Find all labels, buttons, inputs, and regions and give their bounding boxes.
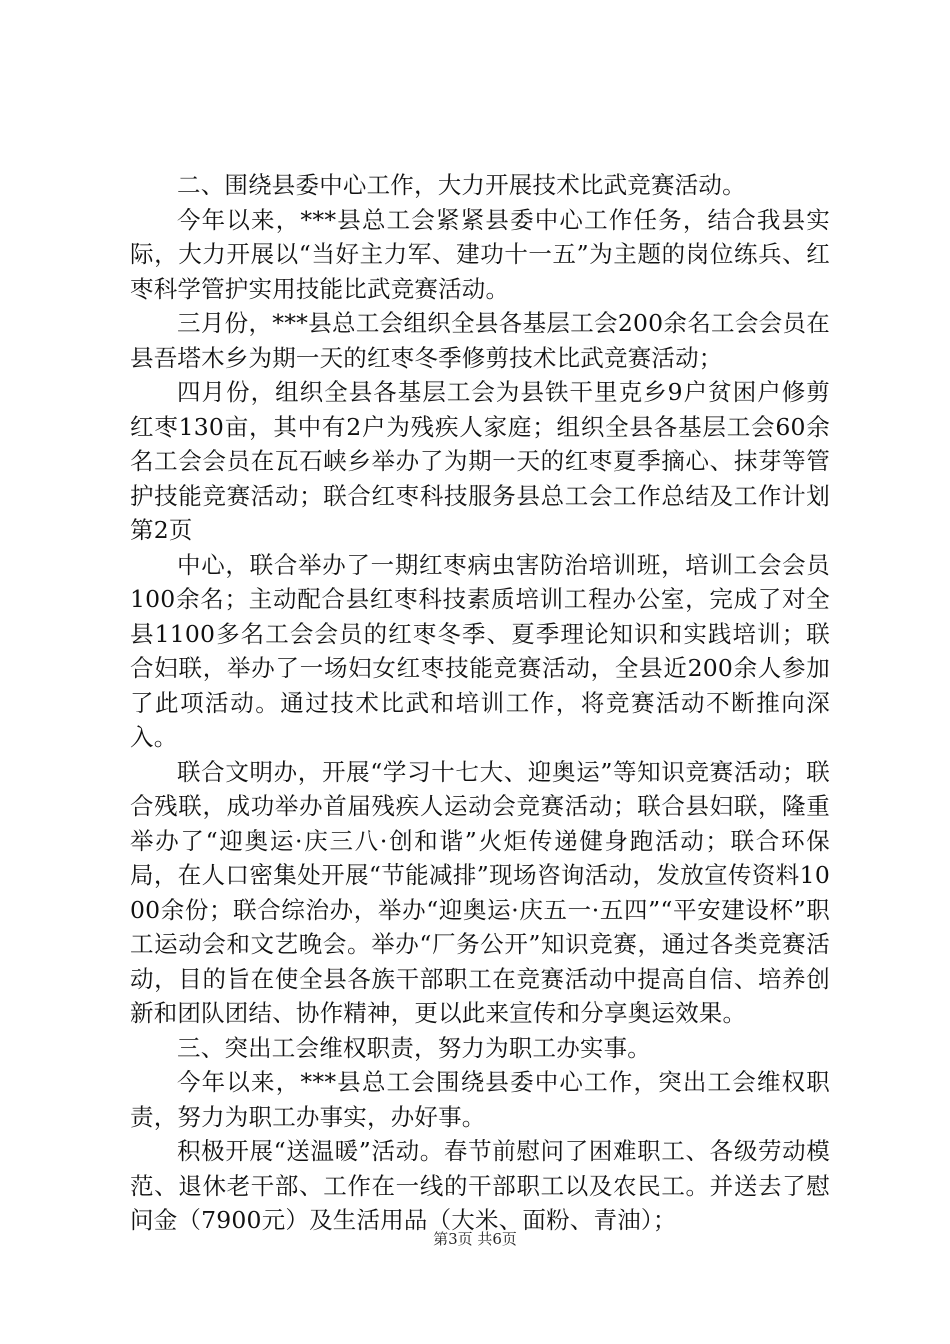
paragraph: 今年以来，***县总工会紧紧县委中心工作任务，结合我县实际，大力开展以“当好主力军、建功十一五”为主题的岗位练兵、红枣科学管护实用技能比武竞赛活动。	[130, 205, 830, 303]
section-heading-2: 二、围绕县委中心工作，大力开展技术比武竞赛活动。	[177, 171, 746, 199]
paragraph: 积极开展“送温暖”活动。春节前慰问了困难职工、各级劳动模范、退休老干部、工作在一线的干部职工以及农民工。并送去了慰问金（7900元）及生活用品（大米、面粉、青油）；	[130, 1137, 830, 1234]
paragraph: 今年以来，***县总工会围绕县委中心工作，突出工会维权职责，努力为职工办事实，办好事。	[130, 1068, 830, 1131]
page-footer	[0, 1228, 950, 1249]
page-number: 第3页 共6页	[433, 1230, 517, 1248]
document-body	[130, 168, 830, 1238]
paragraph: 联合文明办，开展“学习十七大、迎奥运”等知识竞赛活动；联合残联，成功举办首届残疾人运动会竞赛活动；联合县妇联，隆重举办了“迎奥运·庆三八·创和谐”火炬传递健身跑活动；联合环保局，在人口密集处开展“节能减排”现场咨询活动，发放宣传资料1000余份；联合综治办，举办“迎奥运·庆五一·五四”“平安建设杯”职工运动会和文艺晚会。举办“厂务公开”知识竞赛，通过各类竞赛活动，目的旨在使全县各族干部职工在竞赛活动中提高自信、培养创新和团队团结、协作精神，更以此来宣传和分享奥运效果。	[130, 757, 830, 1027]
paragraph: 三月份，***县总工会组织全县各基层工会200余名工会会员在县吾塔木乡为期一天的红枣冬季修剪技术比武竞赛活动；	[130, 309, 830, 372]
section-heading-3: 三、突出工会维权职责，努力为职工办实事。	[177, 1033, 651, 1062]
paragraph: 中心，联合举办了一期红枣病虫害防治培训班，培训工会会员100余名；主动配合县红枣科技素质培训工程办公室，完成了对全县1100多名工会会员的红枣冬季、夏季理论知识和实践培训；联合妇联，举办了一场妇女红枣技能竞赛活动，全县近200余人参加了此项活动。通过技术比武和培训工作，将竞赛活动不断推向深入。	[130, 550, 830, 751]
paragraph: 四月份，组织全县各基层工会为县铁干里克乡9户贫困户修剪红枣130亩，其中有2户为残疾人家庭；组织全县各基层工会60余名工会会员在瓦石峡乡举办了为期一天的红枣夏季摘心、抹芽等管护技能竞赛活动；联合红枣科技服务县总工会工作总结及工作计划第2页	[130, 378, 830, 544]
